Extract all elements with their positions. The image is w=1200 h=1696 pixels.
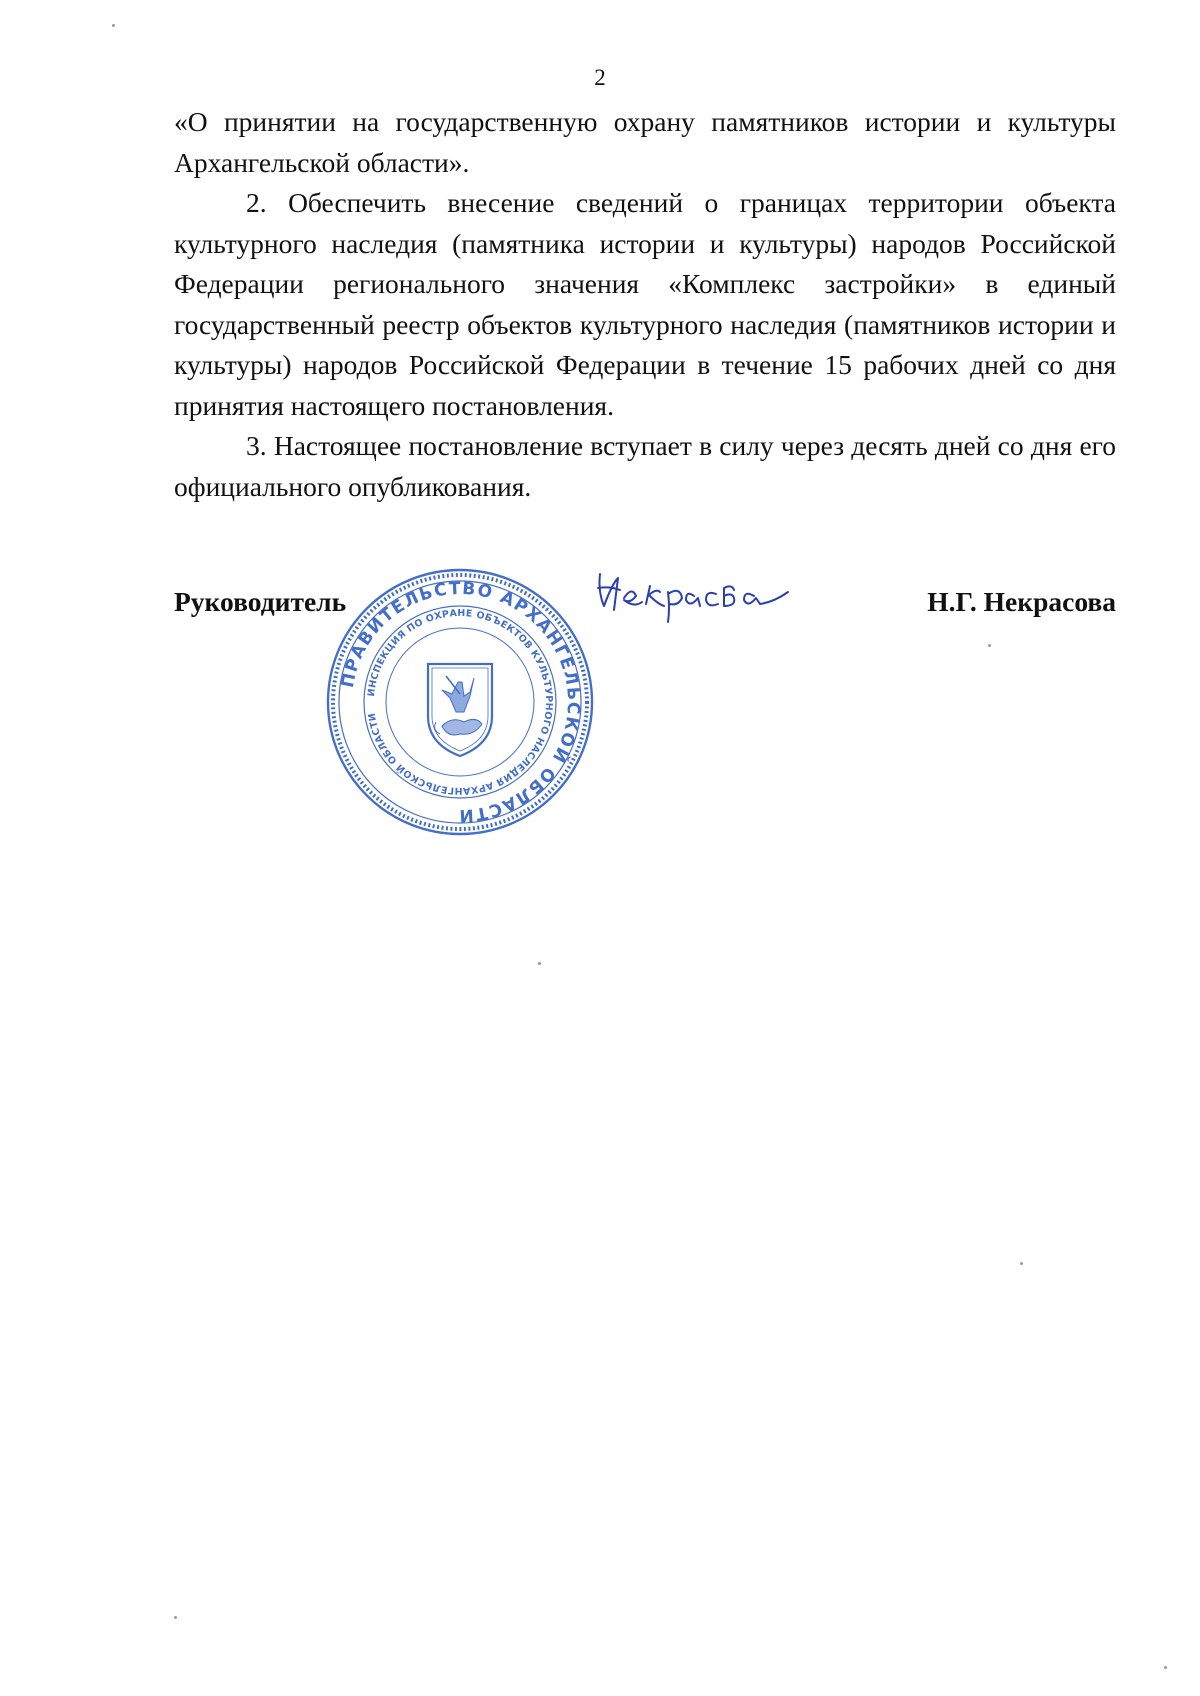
scan-speck [112, 24, 115, 27]
paragraph-1: «О принятии на государственную охрану памятников истории и культуры Архангельской области». [174, 106, 1116, 178]
seal-inner-text: ИНСПЕКЦИЯ ПО ОХРАНЕ ОБЪЕКТОВ КУЛЬТУРНОГО НАСЛЕДИЯ АРХАНГЕЛЬСКОЙ ОБЛАСТИ [366, 607, 555, 797]
scan-speck [538, 962, 541, 965]
official-seal [324, 566, 596, 838]
paragraph-2: 2. Обеспечить внесение сведений о границах территории объекта культурного наследия (памятника истории и культуры) народов Российской Федерации регионального значения «Комплекс застройки» в единый государственный реестр объектов культурного наследия (памятников истории и культуры) народов Российской Федерации в течение 15 рабочих дней со дня принятия настоящего постановления. [174, 187, 1116, 421]
seal-outer-text: ПРАВИТЕЛЬСТВО АРХАНГЕЛЬСКОЙ ОБЛАСТИ [337, 578, 584, 826]
coat-of-arms-icon [428, 664, 492, 756]
signatory-title: Руководитель [174, 586, 347, 617]
scan-speck [174, 1616, 177, 1619]
page-number: 2 [594, 65, 606, 90]
document-body [174, 102, 1116, 507]
signatory-name: Н.Г. Некрасова [927, 586, 1116, 617]
scan-speck [1020, 1262, 1023, 1265]
scan-speck [1164, 1666, 1167, 1669]
paragraph-3: 3. Настоящее постановление вступает в силу через десять дней со дня его официального опубликования. [174, 430, 1116, 502]
handwritten-signature [590, 548, 790, 628]
scan-speck [988, 644, 991, 647]
